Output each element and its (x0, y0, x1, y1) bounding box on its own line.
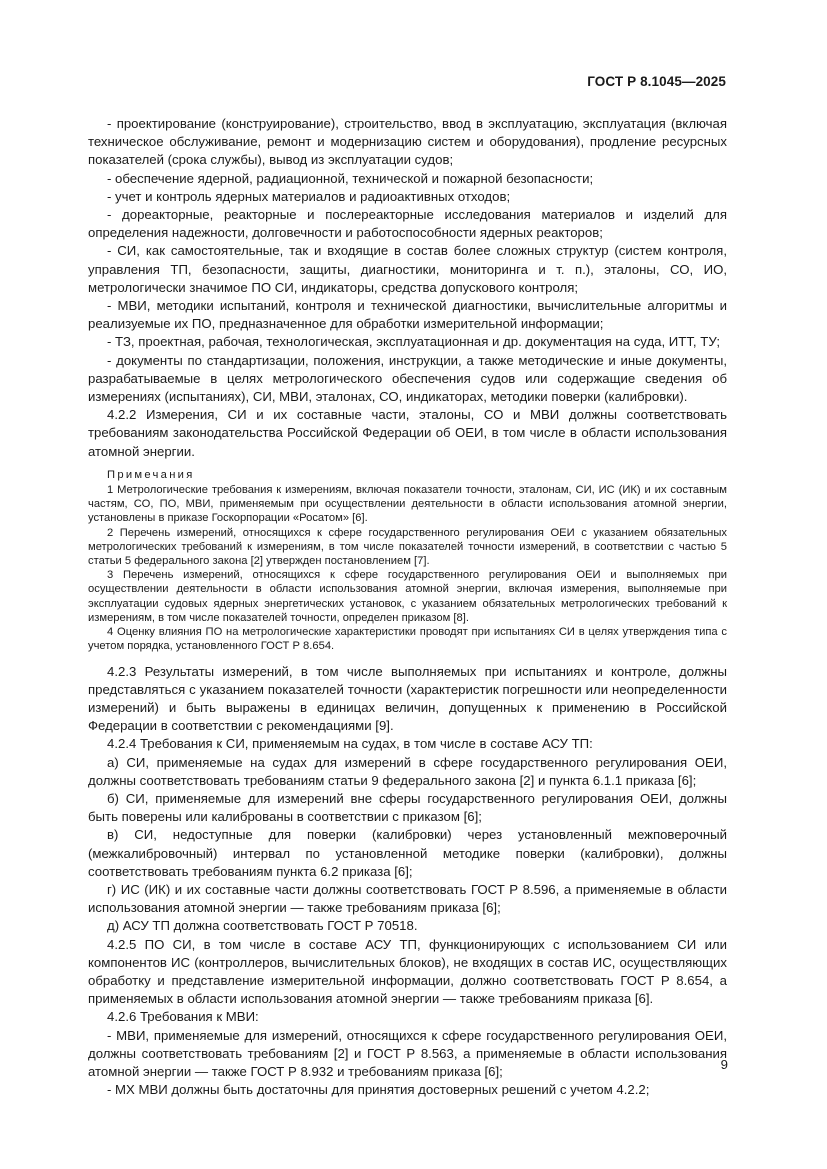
list-item: - проектирование (конструирование), строительство, ввод в эксплуатацию, эксплуатация (включая техническое обслуживание, ремонт и модернизацию систем и оборудования), продление ресурсных показателей (срока службы), вывод из эксплуатации судов; (88, 116, 727, 168)
note-item: 2 Перечень измерений, относящихся к сфере государственного регулирования ОЕИ с указанием обязательных метрологических требований к измерениям, в том числе показателей точности измерений, в соответствии с частью 5 статьи 5 федерального закона [2] утвержден постановлением [7]. (88, 526, 727, 568)
paragraph-4-2-4: 4.2.4 Требования к СИ, применяемым на судах, в том числе в составе АСУ ТП: (107, 736, 593, 752)
list-item: - МХ МВИ должны быть достаточны для принятия достоверных решений с учетом 4.2.2; (107, 1082, 650, 1098)
list-item: - ТЗ, проектная, рабочая, технологическая, эксплуатационная и др. документация на суда, ИТТ, ТУ; (107, 334, 721, 350)
list-item: г) ИС (ИК) и их составные части должны соответствовать ГОСТ Р 8.596, а применяемые в области использования атомной энергии — также требованиям приказа [6]; (88, 881, 727, 916)
notes-block (88, 468, 727, 654)
note-item: 4 Оценку влияния ПО на метрологические характеристики проводят при испытаниях СИ в целях утверждения типа с учетом порядка, установленного ГОСТ Р 8.654. (88, 626, 727, 653)
list-item: - дореакторные, реакторные и послереакторные исследования материалов и изделий для определения надежности, долговечности и работоспособности ядерных реакторов; (88, 207, 727, 241)
list-item: - документы по стандартизации, положения, инструкции, а также методические и иные документы, разрабатываемые в целях метрологического обеспечения судов или содержащие сведения об измерениях (испытаниях), СИ, МВИ, эталонах, СО, индикаторах, методики поверки (калибровки). (88, 352, 727, 405)
list-item: - СИ, как самостоятельные, так и входящие в состав более сложных структур (систем контроля, управления ТП, безопасности, защиты, диагностики, мониторинга и т. п.), эталоны, СО, ИО, метрологически значимое ПО СИ, индикаторы, средства допускового контроля; (88, 243, 727, 295)
paragraph-4-2-6: 4.2.6 Требования к МВИ: (107, 1009, 259, 1025)
list-item: - МВИ, методики испытаний, контроля и технической диагностики, вычислительные алгоритмы и реализуемые их ПО, предназначенное для обработки измерительной информации; (88, 298, 727, 332)
note-item: 1 Метрологические требования к измерениям, включая показатели точности, эталонам, СИ, ИС (ИК) и их составным частям, СО, ПО, МВИ, применяемым при осуществлении деятельности в области использования атомной энергии, установлены в приказе Госкорпорации «Росатом» [6]. (88, 484, 727, 525)
page-number: 9 (720, 1057, 728, 1072)
document-body (88, 115, 727, 1099)
list-item: а) СИ, применяемые на судах для измерений в сфере государственного регулирования ОЕИ, должны соответствовать требованиям статьи 9 федерального закона [2] и пункта 6.1.1 приказа [6]; (88, 754, 727, 788)
notes-title: Примечания (107, 468, 195, 481)
note-item: 3 Перечень измерений, относящихся к сфере государственного регулирования ОЕИ и выполняемых при осуществлении деятельности в области использования атомной энергии, включая измерения, выполняемые при эксплуатации судовых ядерных энергетических установок, с указанием обязательных метрологических требований к измерениям, в том числе показателей точности, определен приказом [8]. (88, 569, 727, 624)
document-code: ГОСТ Р 8.1045—2025 (587, 74, 726, 89)
paragraph-4-2-5: 4.2.5 ПО СИ, в том числе в составе АСУ ТП, функционирующих с использованием СИ или компонентов ИС (контроллеров, вычислительных блоков), не входящих в состав ИС, осуществляющих обработку и представление измерительной информации, должно соответствовать ГОСТ Р 8.654, а применяемых в области использования атомной энергии — также требованиям приказа [6]. (88, 936, 727, 1007)
list-item: - учет и контроль ядерных материалов и радиоактивных отходов; (107, 188, 511, 204)
list-item: - обеспечение ядерной, радиационной, технической и пожарной безопасности; (107, 170, 594, 186)
paragraph-4-2-3: 4.2.3 Результаты измерений, в том числе выполняемых при испытаниях и контроле, должны представляться с указанием показателей точности (характеристик погрешности или неопределенности измерений) и быть выражены в единицах величин, допущенных к применению в Российской Федерации в соответствии с рекомендациями [9]. (88, 663, 727, 734)
list-item: д) АСУ ТП должна соответствовать ГОСТ Р 70518. (107, 918, 418, 934)
list-item: б) СИ, применяемые для измерений вне сферы государственного регулирования ОЕИ, должны быть поверены или калиброваны в соответствии с приказом [6]; (88, 790, 727, 825)
list-item: - МВИ, применяемые для измерений, относящихся к сфере государственного регулирования ОЕИ, должны соответствовать требованиям [2] и ГОСТ Р 8.563, а применяемые в области использования атомной энергии — также ГОСТ Р 8.932 и требованиям приказа [6]; (88, 1027, 727, 1079)
list-item: в) СИ, недоступные для поверки (калибровки) через установленный межповерочный (межкалибровочный) интервал по установленной методике поверки (калибровки), должны соответствовать требованиям пункта 6.2 приказа [6]; (88, 827, 727, 879)
paragraph-4-2-2: 4.2.2 Измерения, СИ и их составные части, эталоны, СО и МВИ должны соответствовать требованиям законодательства Российской Федерации об ОЕИ, в том числе в области использования атомной энергии. (88, 407, 727, 459)
